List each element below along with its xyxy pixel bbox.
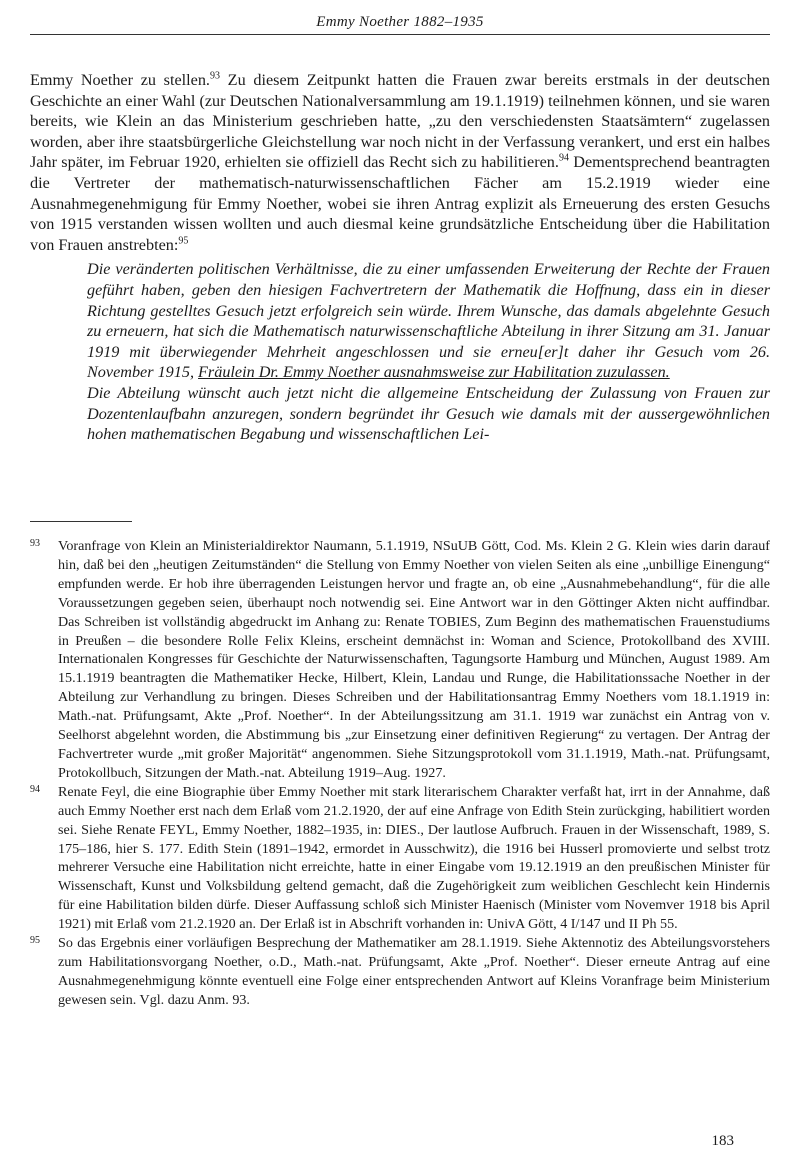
page-number: 183 xyxy=(711,1133,734,1149)
footnote-number: 95 xyxy=(30,935,40,947)
footnote-text: So das Ergebnis einer vorläufigen Besprechung der Mathematiker am 28.1.1919. Siehe Aktennotiz des Abteilungsvorstehers zum Habilitationsvorgang Noether, o.D., Math.-nat. Prüfungsamt, Akte „Prof. Noether“. Dieser erneute Antrag auf eine Ausnahmegenehmigung könnte eventuell eine Folge einer entsprechenden Antwort auf Kleins Voranfrage beim Ministerium gewesen sein. Vgl. dazu Anm. 93. xyxy=(58,935,770,1008)
body-paragraph xyxy=(30,70,770,255)
main-text xyxy=(30,70,770,445)
quote-underlined-text: Fräulein Dr. Emmy Noether ausnahmsweise zur Habilitation zuzulassen. xyxy=(198,363,670,382)
block-quote xyxy=(87,259,770,444)
body-text-segment: Zu diesem Zeitpunkt hatten die Frauen zwar bereits erstmals in der deutschen Geschichte an einer Wahl (zur Deutschen Nationalversammlung am 19.1.1919) teilnehmen können, und sie waren bereits, wie Klein an das Ministerium geschrieben hatte, „zu den verschiedensten Staatsämtern“ zugelassen worden, aber ihre staatsbürgerliche Gleichstellung war noch nicht in der Verfassung verankert, und erst ein halbes Jahr später, im Februar 1920, erhielten sie offiziell das Recht sich zu habilitieren. xyxy=(30,71,770,172)
running-head xyxy=(30,14,770,35)
footnote-ref-95[interactable]: 95 xyxy=(178,235,189,247)
footnotes xyxy=(30,537,770,1010)
footnote-separator xyxy=(30,521,132,522)
footnote-94 xyxy=(30,783,770,934)
footnote-text: Voranfrage von Klein an Ministerialdirektor Naumann, 5.1.1919, NSuUB Gött, Cod. Ms. Klein 2 G. Klein wies darin darauf hin, daß bei den „heutigen Zeitumständen“ die Stellung von Emmy Noether von vielen Seiten als eine „unbillige Einengung“ empfunden werde. Er hob ihre überragenden Leistungen hervor und fragte an, ob eine „Ausnahmebehandlung“, für die alle Voraussetzungen gegeben seien, überhaupt noch notwendig sei. Eine Antwort war in den Göttinger Akten nicht auffindbar. Das Schreiben ist vollständig abgedruckt im Anhang zu: Renate TOBIES, Zum Beginn des mathematischen Frauenstudiums in Preußen – die besondere Rolle Felix Kleins, erscheint demnächst in: Woman and Science, Protokollband des XVIII. Internationalen Kongresses für Geschichte der Naturwissenschaften, Tagungsorte Hamburg und München, August 1989. Am 15.1.1919 beantragten die Mathematiker Hecke, Hilbert, Klein, Landau und Runge, die Habilitationssache Noether in der Abteilung zur Verhandlung zu bringen. Dieses Schreiben und der Habilitationsantrag Emmy Noethers vom 18.1.1919 in: Math.-nat. Prüfungsamt, Akte „Prof. Noether“. In der Abteilungssitzung am 31.1. 1919 war zunächst ein Antrag von v. Seelhorst abgelehnt worden, die Abstimmung bis „zur Einsetzung einer definitiven Regierung“ zu vertagen. Der Antrag der Fachvertreter wurde „mit großer Majorität“ angenommen. Siehe Sitzungsprotokoll vom 31.1.1919, Math.-nat. Prüfungsamt, Protokollbuch, Sitzungen der Math.-nat. Abteilung 1919–Aug. 1927. xyxy=(58,538,770,781)
footnote-text: Renate Feyl, die eine Biographie über Emmy Noether mit stark literarischem Charakter verfaßt hat, irrt in der Annahme, daß auch Emmy Noether erst nach dem Erlaß vom 21.2.1920, der auf eine Anfrage von Edith Stein zurückging, habilitiert worden sei. Siehe Renate FEYL, Emmy Noether, 1882–1935, in: DIES., Der lautlose Aufbruch. Frauen in der Wissenschaft, 1989, S. 175–186, hier S. 177. Edith Stein (1891–1942, ermordet in Ausschwitz), die 1916 bei Husserl promovierte und selbst trotz mehrerer Versuche eine Habilitation nicht erreichte, hatte in einer Eingabe vom 19.12.1919 an den preußischen Minister für Wissenschaft, Kunst und Volksbildung geltend gemacht, daß die Zugehörigkeit zum weiblichen Geschlecht kein Hindernis für eine Habilitation bilden dürfe. Dieser Auffassung schloß sich Minister Haenisch (Minister vom Novemver 1918 bis April 1921) mit Erlaß vom 21.2.1920 an. Der Erlaß ist in Abschrift vorhanden in: UnivA Gött, 4 I/147 und II Ph 55. xyxy=(58,783,770,933)
quote-paragraph-1 xyxy=(87,259,770,383)
quote-text: Die veränderten politischen Verhältnisse, die zu einer umfassenden Erweiterung der Rechte der Frauen geführt haben, geben den hiesigen Fachvertretern der Mathematik die Hoffnung, dass ein in dieser Richtung gestelltes Gesuch jetzt erfolgreich sein würde. Ihrem Wunsche, das damals abgelehnte Gesuch zu erneuern, hat sich die Mathematisch naturwissenschaftliche Abteilung in ihrer Sitzung am 31. Januar 1919 mit überwiegender Mehrheit angeschlossen und sie erneu[er]t daher ihr Gesuch vom 26. November 1915, xyxy=(87,260,770,382)
running-head-text: Emmy Noether 1882–1935 xyxy=(316,14,484,30)
body-text-segment: Emmy Noether zu stellen. xyxy=(30,71,210,89)
footnote-number: 94 xyxy=(30,783,40,795)
body-text-segment: Dementsprechend beantragten die Vertreter der mathematisch-naturwissenschaftlichen Fächer am 15.2.1919 wieder eine Ausnahmegenehmigung für Emmy Noether, wobei sie ihren Antrag explizit als Erneuerung des ersten Gesuchs von 1915 verstanden wissen wollten und auch diesmal keine grundsätzliche Entscheidung über die Habilitation von Frauen anstrebten: xyxy=(30,153,770,254)
footnote-ref-93[interactable]: 93 xyxy=(209,70,220,82)
quote-paragraph-2: Die Abteilung wünscht auch jetzt nicht die allgemeine Entscheidung der Zulassung von Frauen zur Dozentenlaufbahn anzuregen, sondern begründet ihr Gesuch wie damals mit der aussergewöhnlichen hohen mathematischen Begabung und wissenschaftlichen Lei- xyxy=(87,383,770,444)
footnote-95 xyxy=(30,934,770,1010)
footnote-93 xyxy=(30,537,770,783)
footnote-ref-94[interactable]: 94 xyxy=(558,152,569,164)
footnote-number: 93 xyxy=(30,538,40,549)
